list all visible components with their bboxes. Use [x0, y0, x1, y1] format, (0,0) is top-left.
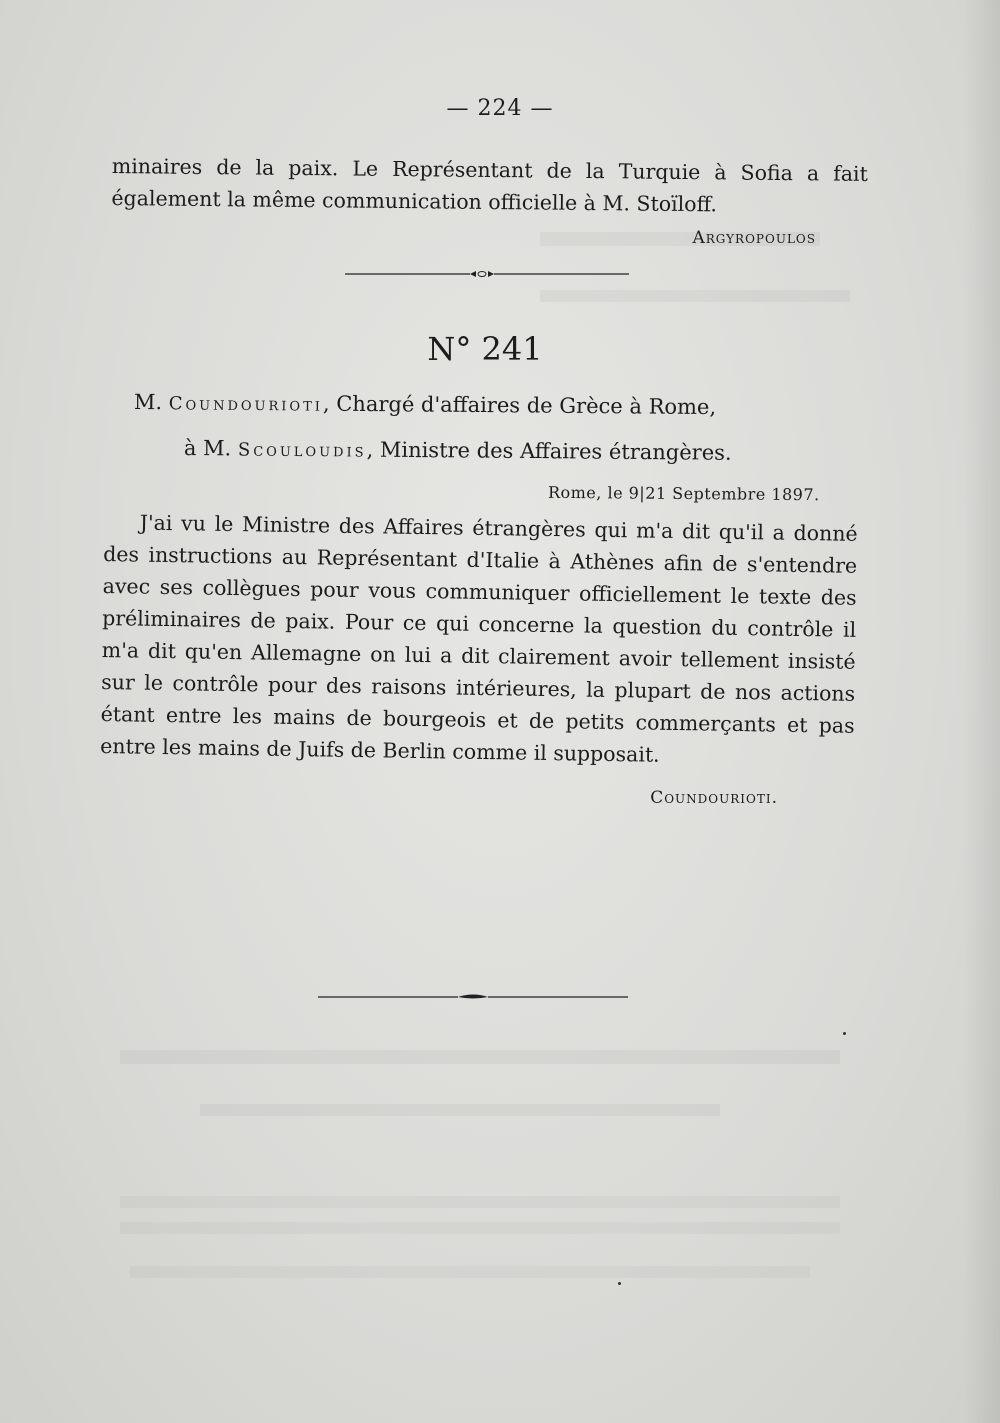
- page-edge-shadow: [962, 0, 1000, 1423]
- show-through-block: [540, 290, 850, 302]
- continuation-paragraph: minaires de la paix. Le Représentant de la Turquie à Sofia a fait également la même communication officielle à M. Stoïloff.: [111, 153, 868, 217]
- sender-prefix: M.: [133, 390, 169, 415]
- show-through-block: [200, 1104, 720, 1116]
- show-through-block: [130, 1266, 810, 1278]
- show-through-block: [120, 1196, 840, 1208]
- signature-argyropoulos: Argyropoulos: [692, 228, 816, 248]
- recipient-name: Scouloudis: [237, 439, 367, 462]
- scan-speck: [843, 1032, 846, 1035]
- recipient-prefix: à M.: [183, 436, 239, 461]
- page-number: — 224 —: [446, 96, 554, 121]
- document-number: N° 241: [427, 330, 543, 368]
- scan-speck: [618, 1282, 621, 1285]
- main-paragraph: J'ai vu le Ministre des Affaires étrangères qui m'a dit qu'il a donné des instructions au Représentant d'Italie à Athènes afin de s'entendre avec ses collègues pour vous communiquer officiellement le texte des préliminaires de paix. Pour ce qui concerne la question du contrôle il m'a dit qu'en Allemagne on lui a dit clairement avoir tellement insisté sur le contrôle pour des raisons intérieures, la plupart de nos actions étant entre les mains de bourgeois et de petits commerçants et pas entre les mains de Juifs de Berlin comme il supposait.: [100, 510, 858, 767]
- date-line: Rome, le 9|21 Septembre 1897.: [548, 482, 821, 505]
- signature-coundourioti: Coundourioti.: [650, 788, 778, 808]
- sender-line: [134, 390, 716, 419]
- ornamental-divider: [345, 268, 629, 280]
- show-through-block: [120, 1050, 840, 1064]
- sender-name: Coundourioti: [168, 393, 324, 416]
- show-through-block: [120, 1222, 840, 1234]
- recipient-line: [184, 436, 732, 465]
- sender-title: , Chargé d'affaires de Grèce à Rome,: [322, 391, 717, 420]
- recipient-title: , Ministre des Affaires étrangères.: [366, 437, 732, 465]
- ornamental-divider: [318, 991, 628, 1003]
